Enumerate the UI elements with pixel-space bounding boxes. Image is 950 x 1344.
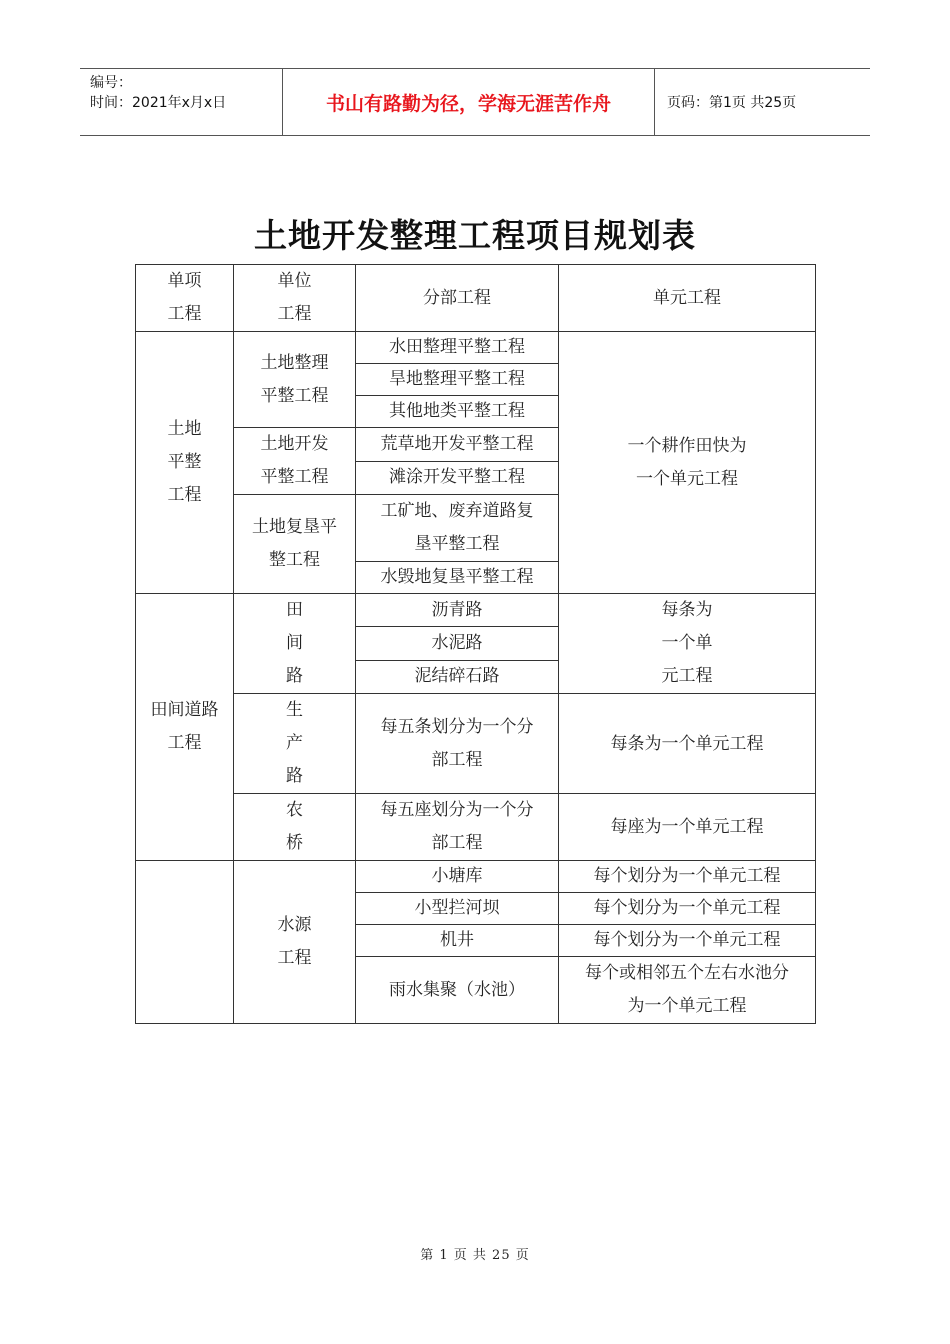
cell-division: 机井: [356, 925, 559, 957]
header-cell-unit: 单位 工程: [234, 265, 356, 332]
cell-division: 水毁地复垦平整工程: [356, 562, 559, 594]
header-meta: [80, 69, 282, 135]
cell-road-item: 田间道路 工程: [136, 594, 234, 861]
cell-division: 工矿地、废弃道路复 垦平整工程: [356, 495, 559, 562]
header-cell-item: 单项 工程: [136, 265, 234, 332]
cell-division: 其他地类平整工程: [356, 396, 559, 428]
cell-division: 泥结碎石路: [356, 660, 559, 693]
cell-road-element-1: 每条为 一个单 元工程: [559, 594, 816, 694]
header-motto: 书山有路勤为径，学海无涯苦作舟: [282, 69, 655, 135]
cell-water-item: [136, 861, 234, 1024]
cell-division: 水田整理平整工程: [356, 332, 559, 364]
page-header: [80, 68, 870, 136]
cell-division: 荒草地开发平整工程: [356, 428, 559, 462]
cell-element: 每个划分为一个单元工程: [559, 893, 816, 925]
cell-road-unit-1: 田 间 路: [234, 594, 356, 694]
header-cell-division: 分部工程: [356, 265, 559, 332]
cell-division: 小型拦河坝: [356, 893, 559, 925]
cell-element: 每个划分为一个单元工程: [559, 925, 816, 957]
cell-division: 每五条划分为一个分 部工程: [356, 694, 559, 794]
cell-division: 每五座划分为一个分 部工程: [356, 794, 559, 861]
table-row: [136, 794, 816, 861]
table-row: [136, 861, 816, 893]
header-cell-element: 单元工程: [559, 265, 816, 332]
cell-division: 滩涂开发平整工程: [356, 461, 559, 495]
cell-division: 沥青路: [356, 594, 559, 627]
header-page-info: 页码：第1页 共25页: [667, 95, 797, 111]
table-header-row: [136, 265, 816, 332]
cell-road-element-3: 每座为一个单元工程: [559, 794, 816, 861]
cell-division: 水泥路: [356, 627, 559, 660]
cell-road-unit-2: 生 产 路: [234, 694, 356, 794]
cell-land-element: 一个耕作田快为 一个单元工程: [559, 332, 816, 594]
table-row: [136, 332, 816, 364]
cell-road-unit-3: 农 桥: [234, 794, 356, 861]
cell-water-unit: 水源 工程: [234, 861, 356, 1024]
cell-division: 小塘库: [356, 861, 559, 893]
document-title: 土地开发整理工程项目规划表: [254, 216, 696, 255]
cell-land-item: 土地 平整 工程: [136, 332, 234, 594]
cell-element: 每个划分为一个单元工程: [559, 861, 816, 893]
cell-land-unit-2: 土地开发 平整工程: [234, 428, 356, 495]
project-plan-table: [135, 264, 816, 1024]
cell-road-element-2: 每条为一个单元工程: [559, 694, 816, 794]
cell-element: 每个或相邻五个左右水池分 为一个单元工程: [559, 957, 816, 1024]
cell-division: 雨水集聚（水池）: [356, 957, 559, 1024]
table-row: [136, 594, 816, 627]
document-number-label: 编号：: [90, 75, 132, 91]
table-row: [136, 694, 816, 794]
document-date-label: 时间：2021年x月x日: [90, 95, 227, 111]
cell-land-unit-1: 土地整理 平整工程: [234, 332, 356, 428]
cell-land-unit-3: 土地复垦平 整工程: [234, 495, 356, 594]
page-footer: 第 1 页 共 25 页: [420, 1248, 530, 1263]
cell-division: 旱地整理平整工程: [356, 364, 559, 396]
